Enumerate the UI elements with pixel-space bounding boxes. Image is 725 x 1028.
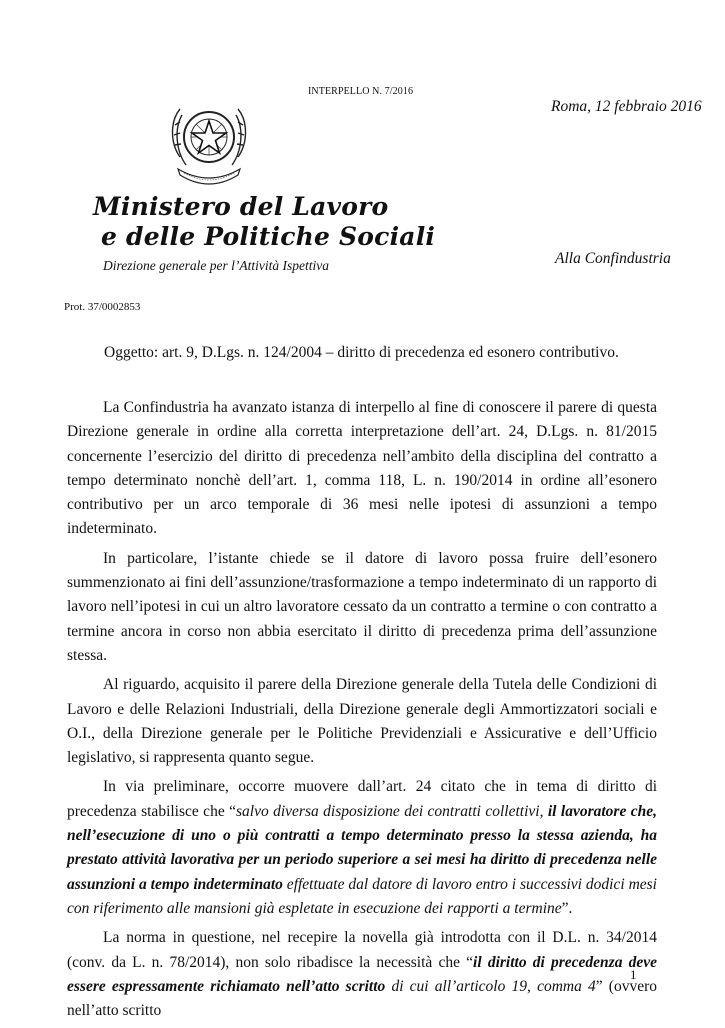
text-run: ” (ovvero nell’atto scritto — [67, 977, 657, 1020]
page-number: 1 — [630, 967, 637, 982]
text-run: Al riguardo, acquisito il parere della Direzione generale della Tutela delle Condizioni di Lavoro e delle Relazioni Industriali, della Direzione generale degli Ammortizzatori sociali e O.I., della Direzione generale per le Politiche Previdenziali e Assicurative e dell’Ufficio legislativo, si rappresenta quanto segue. — [67, 676, 657, 767]
interpello-number: INTERPELLO N. 7/2016 — [308, 86, 414, 97]
body-paragraph — [67, 396, 657, 542]
body-paragraph — [67, 775, 657, 921]
body-paragraph — [67, 547, 657, 668]
letter-body — [67, 396, 657, 1028]
republic-emblem-icon — [166, 95, 252, 191]
text-run: effettuate dal datore di lavoro entro i successivi dodici mesi con riferimento alle mansioni già espletate in esecuzione dei rapporti a termine — [67, 875, 657, 917]
text-run: In particolare, l’istante chiede se il datore di lavoro possa fruire dell’esonero summenzionato ai fini dell’assunzione/trasformazione a tempo indeterminato di un rapporto di lavoro nell’ipotesi in cui un altro lavoratore cessato da un contratto a termine o con contratto a termine ancora in corso non abbia esercitato il diritto di precedenza prima dell’assunzione stessa. — [67, 549, 657, 664]
text-run: ”. — [561, 899, 573, 917]
ministry-logotype — [93, 192, 436, 252]
text-run: La norma in questione, nel recepire la novella già introdotta con il D.L. n. 34/2014 (conv. da L. n. 78/2014), non solo ribadisce la necessità che “ — [67, 929, 657, 971]
body-paragraph — [67, 926, 657, 1023]
ministry-name-line2: e delle Politiche Sociali — [101, 222, 436, 251]
text-run: il diritto di precedenza deve essere espressamente richiamato nell’atto scritto — [67, 953, 657, 995]
department-name: Direzione generale per l’Attività Ispettiva — [103, 258, 329, 273]
text-run: In via preliminare, occorre muovere dall’art. 24 citato che in tema di diritto di precedenza stabilisce che “ — [67, 778, 657, 820]
ministry-name-line1: Ministero del Lavoro — [93, 192, 389, 221]
subject-line: Oggetto: art. 9, D.Lgs. n. 124/2004 – diritto di precedenza ed esonero contributivo. — [104, 344, 619, 361]
body-paragraph — [67, 673, 657, 770]
document-date: Roma, 12 febbraio 2016 — [551, 98, 702, 115]
text-run: il lavoratore che, nell’esecuzione di uno o più contratti a tempo determinato presso la stessa azienda, ha prestato attività lavorativa per un periodo superiore a sei mesi ha diritto di precedenza nelle assunzioni a tempo indeterminato — [67, 802, 657, 893]
protocol-number: Prot. 37/0002853 — [64, 301, 141, 313]
text-run: salvo diversa disposizione dei contratti collettivi, — [235, 802, 548, 820]
recipient: Alla Confindustria — [555, 250, 671, 267]
text-run: di cui all’articolo 19, comma 4 — [385, 977, 596, 995]
text-run: La Confindustria ha avanzato istanza di interpello al fine di conoscere il parere di questa Direzione generale in ordine alla corretta interpretazione dell’art. 24, D.Lgs. n. 81/2015 concernente l’esercizio del diritto di precedenza nell’ambito della disciplina del contratto a tempo determinato nonchè dell’art. 1, comma 118, L. n. 190/2014 in ordine all’esonero contributivo per un arco temporale di 36 mesi nelle ipotesi di assunzioni a tempo indeterminato. — [67, 399, 657, 538]
